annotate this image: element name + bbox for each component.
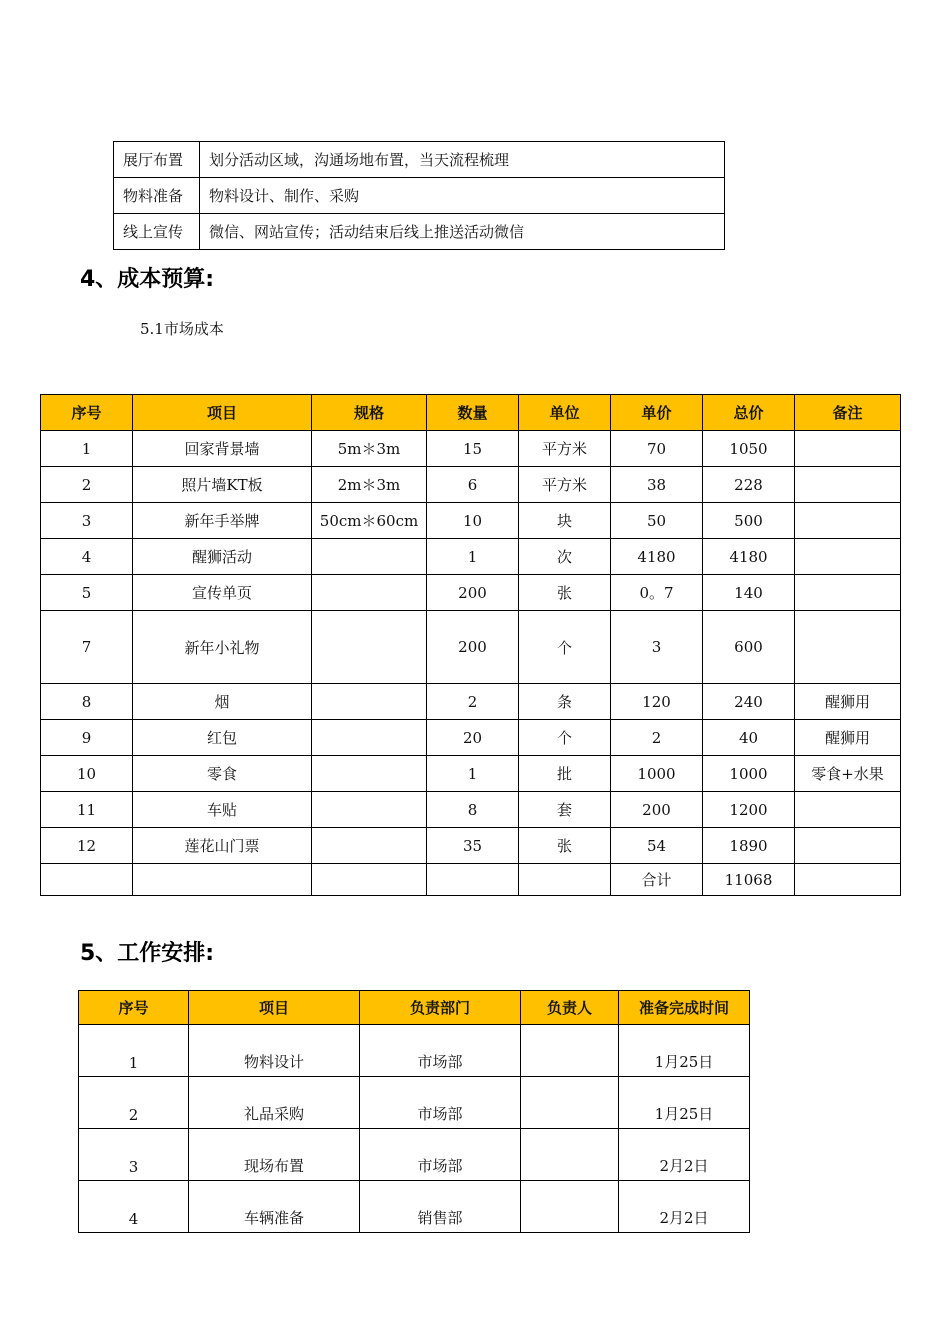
table-row bbox=[41, 828, 901, 864]
table-cell: 1000 bbox=[611, 756, 703, 792]
table-cell: 烟 bbox=[133, 684, 312, 720]
table-cell: 3 bbox=[79, 1129, 189, 1181]
table-cell: 现场布置 bbox=[189, 1129, 360, 1181]
table-cell: 12 bbox=[41, 828, 133, 864]
table-cell bbox=[312, 720, 427, 756]
table-cell: 2m＊3m bbox=[312, 467, 427, 503]
table-cell bbox=[521, 1129, 619, 1181]
activity-prep-table bbox=[113, 141, 725, 250]
table-cell bbox=[795, 611, 901, 684]
table-cell: 负责人 bbox=[521, 991, 619, 1025]
table-cell bbox=[795, 828, 901, 864]
table-cell: 物料设计 bbox=[189, 1025, 360, 1077]
table-cell bbox=[133, 864, 312, 896]
table-cell: 5m＊3m bbox=[312, 431, 427, 467]
table-cell bbox=[312, 684, 427, 720]
table-cell bbox=[312, 792, 427, 828]
table-cell: 70 bbox=[611, 431, 703, 467]
table-cell: 市场部 bbox=[360, 1025, 521, 1077]
table-cell: 醒狮用 bbox=[795, 684, 901, 720]
table-row bbox=[41, 539, 901, 575]
table-cell: 1 bbox=[41, 431, 133, 467]
table-cell: 2 bbox=[79, 1077, 189, 1129]
table-cell bbox=[795, 792, 901, 828]
table-cell: 规格 bbox=[312, 395, 427, 431]
table-cell: 车贴 bbox=[133, 792, 312, 828]
table-cell bbox=[795, 539, 901, 575]
table-cell: 54 bbox=[611, 828, 703, 864]
table-cell: 4180 bbox=[611, 539, 703, 575]
table-cell: 10 bbox=[427, 503, 519, 539]
table-cell: 11 bbox=[41, 792, 133, 828]
row-value: 划分活动区域，沟通场地布置，当天流程梳理 bbox=[200, 142, 725, 178]
table-row bbox=[41, 684, 901, 720]
table-cell bbox=[519, 864, 611, 896]
table-header-row bbox=[41, 395, 901, 431]
table-cell: 市场部 bbox=[360, 1077, 521, 1129]
table-cell: 1890 bbox=[703, 828, 795, 864]
table-cell: 次 bbox=[519, 539, 611, 575]
table-cell: 单位 bbox=[519, 395, 611, 431]
table-cell: 平方米 bbox=[519, 467, 611, 503]
table-cell: 负责部门 bbox=[360, 991, 521, 1025]
table-cell: 3 bbox=[41, 503, 133, 539]
table-cell bbox=[312, 864, 427, 896]
table-cell bbox=[795, 575, 901, 611]
budget-subheading: 5.1市场成本 bbox=[140, 320, 224, 338]
table-row bbox=[79, 1129, 750, 1181]
table-cell bbox=[521, 1077, 619, 1129]
table-cell: 批 bbox=[519, 756, 611, 792]
table-cell bbox=[795, 431, 901, 467]
table-cell: 3 bbox=[611, 611, 703, 684]
table-cell: 张 bbox=[519, 828, 611, 864]
table-cell: 总价 bbox=[703, 395, 795, 431]
table-cell bbox=[427, 864, 519, 896]
table-cell: 200 bbox=[427, 575, 519, 611]
table-cell: 市场部 bbox=[360, 1129, 521, 1181]
table-cell: 1月25日 bbox=[619, 1077, 750, 1129]
table-cell: 礼品采购 bbox=[189, 1077, 360, 1129]
table-cell bbox=[795, 503, 901, 539]
table-row bbox=[79, 1077, 750, 1129]
table-cell: 240 bbox=[703, 684, 795, 720]
table-cell: 莲花山门票 bbox=[133, 828, 312, 864]
table-cell: 2 bbox=[41, 467, 133, 503]
table-cell: 500 bbox=[703, 503, 795, 539]
table-cell: 20 bbox=[427, 720, 519, 756]
table-cell: 228 bbox=[703, 467, 795, 503]
table-cell: 38 bbox=[611, 467, 703, 503]
table-cell: 40 bbox=[703, 720, 795, 756]
table-cell bbox=[312, 611, 427, 684]
table-cell bbox=[795, 467, 901, 503]
table-cell: 平方米 bbox=[519, 431, 611, 467]
table-cell bbox=[795, 864, 901, 896]
table-row bbox=[79, 1181, 750, 1233]
table-cell: 4 bbox=[79, 1181, 189, 1233]
row-value: 物料设计、制作、采购 bbox=[200, 178, 725, 214]
table-cell: 10 bbox=[41, 756, 133, 792]
table-cell: 50cm＊60cm bbox=[312, 503, 427, 539]
table-cell: 准备完成时间 bbox=[619, 991, 750, 1025]
table-cell: 2月2日 bbox=[619, 1129, 750, 1181]
table-row bbox=[79, 1025, 750, 1077]
table-cell: 8 bbox=[427, 792, 519, 828]
table-cell bbox=[41, 864, 133, 896]
table-cell: 序号 bbox=[41, 395, 133, 431]
budget-heading: 4、成本预算: bbox=[80, 267, 215, 292]
table-cell: 醒狮活动 bbox=[133, 539, 312, 575]
table-cell: 1月25日 bbox=[619, 1025, 750, 1077]
table-cell: 1 bbox=[427, 756, 519, 792]
table-cell: 50 bbox=[611, 503, 703, 539]
table-cell: 零食 bbox=[133, 756, 312, 792]
table-cell: 项目 bbox=[133, 395, 312, 431]
table-cell: 8 bbox=[41, 684, 133, 720]
table-cell: 醒狮用 bbox=[795, 720, 901, 756]
table-cell: 140 bbox=[703, 575, 795, 611]
table-cell: 红包 bbox=[133, 720, 312, 756]
table-cell: 块 bbox=[519, 503, 611, 539]
table-cell: 新年小礼物 bbox=[133, 611, 312, 684]
table-row bbox=[41, 611, 901, 684]
table-cell: 个 bbox=[519, 611, 611, 684]
total-label: 合计 bbox=[611, 864, 703, 896]
row-key: 线上宣传 bbox=[114, 214, 200, 250]
table-cell bbox=[312, 539, 427, 575]
table-row bbox=[41, 467, 901, 503]
table-cell: 120 bbox=[611, 684, 703, 720]
table-row bbox=[41, 503, 901, 539]
table-row bbox=[41, 575, 901, 611]
table-cell: 销售部 bbox=[360, 1181, 521, 1233]
table-cell: 2 bbox=[611, 720, 703, 756]
table-cell bbox=[521, 1025, 619, 1077]
table-cell: 35 bbox=[427, 828, 519, 864]
row-key: 展厅布置 bbox=[114, 142, 200, 178]
table-cell: 个 bbox=[519, 720, 611, 756]
table-row bbox=[41, 756, 901, 792]
table-row bbox=[41, 720, 901, 756]
table-cell: 车辆准备 bbox=[189, 1181, 360, 1233]
table-cell: 照片墙KT板 bbox=[133, 467, 312, 503]
budget-table bbox=[40, 394, 901, 896]
table-cell: 1050 bbox=[703, 431, 795, 467]
table-cell: 张 bbox=[519, 575, 611, 611]
table-row bbox=[114, 142, 725, 178]
table-cell: 200 bbox=[611, 792, 703, 828]
table-row bbox=[41, 792, 901, 828]
table-cell: 2月2日 bbox=[619, 1181, 750, 1233]
table-cell: 15 bbox=[427, 431, 519, 467]
table-cell: 单价 bbox=[611, 395, 703, 431]
table-cell: 1200 bbox=[703, 792, 795, 828]
work-table bbox=[78, 990, 750, 1233]
table-row bbox=[114, 178, 725, 214]
table-cell: 5 bbox=[41, 575, 133, 611]
table-cell: 2 bbox=[427, 684, 519, 720]
table-cell bbox=[521, 1181, 619, 1233]
table-cell: 备注 bbox=[795, 395, 901, 431]
table-cell: 项目 bbox=[189, 991, 360, 1025]
total-row bbox=[41, 864, 901, 896]
table-cell: 宣传单页 bbox=[133, 575, 312, 611]
table-cell: 4180 bbox=[703, 539, 795, 575]
table-cell: 1 bbox=[427, 539, 519, 575]
table-cell: 1000 bbox=[703, 756, 795, 792]
table-cell: 零食+水果 bbox=[795, 756, 901, 792]
table-cell: 套 bbox=[519, 792, 611, 828]
table-cell: 200 bbox=[427, 611, 519, 684]
table-cell: 新年手举牌 bbox=[133, 503, 312, 539]
table-row bbox=[41, 431, 901, 467]
table-cell bbox=[312, 756, 427, 792]
table-cell: 4 bbox=[41, 539, 133, 575]
table-cell: 序号 bbox=[79, 991, 189, 1025]
table-cell: 数量 bbox=[427, 395, 519, 431]
row-key: 物料准备 bbox=[114, 178, 200, 214]
table-cell bbox=[312, 828, 427, 864]
table-cell: 0。7 bbox=[611, 575, 703, 611]
table-header-row bbox=[79, 991, 750, 1025]
table-cell: 7 bbox=[41, 611, 133, 684]
total-value: 11068 bbox=[703, 864, 795, 896]
table-row bbox=[114, 214, 725, 250]
table-cell: 条 bbox=[519, 684, 611, 720]
table-cell: 6 bbox=[427, 467, 519, 503]
table-cell: 1 bbox=[79, 1025, 189, 1077]
work-heading: 5、工作安排: bbox=[80, 941, 215, 966]
table-cell: 600 bbox=[703, 611, 795, 684]
row-value: 微信、网站宣传；活动结束后线上推送活动微信 bbox=[200, 214, 725, 250]
table-cell: 回家背景墙 bbox=[133, 431, 312, 467]
table-cell: 9 bbox=[41, 720, 133, 756]
table-cell bbox=[312, 575, 427, 611]
